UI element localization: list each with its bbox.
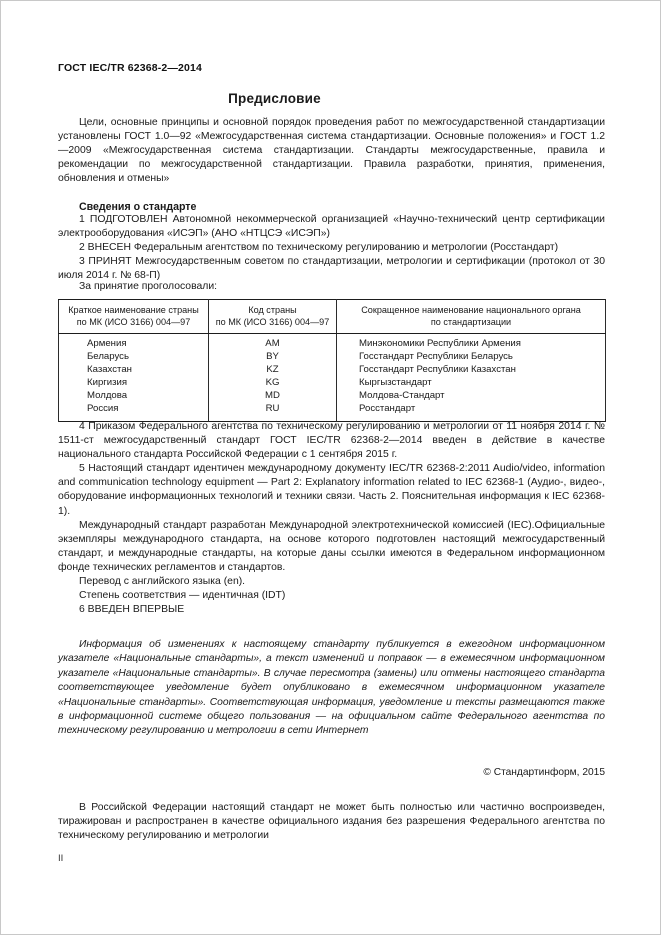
vote-intro-block	[58, 280, 605, 294]
intro-section	[58, 116, 605, 186]
vote-table	[58, 299, 606, 422]
clause-4: 4 Приказом Федерального агентства по техническому регулированию и метрологии от 11 ноября 2014 г. № 1511-ст межгосударственный стандарт ГОСТ IEC/TR 62368-2—2014 введен в действие в качестве национального стандарта Российской Федерации с 1 сентября 2015 г.	[58, 421, 605, 461]
copyright-line: © Стандартинформ, 2015	[483, 767, 605, 778]
standard-info-item-1: 1 ПОДГОТОВЛЕН Автономной некоммерческой организацией «Научно-технический центр сертификации электрооборудования «ИСЭП» (АНО «НТЦСЭ «ИСЭП»)	[58, 214, 605, 240]
amendment-notice-text: Информация об изменениях к настоящему стандарту публикуется в ежегодном информационном указателе «Национальные стандарты», а текст изменений и поправок — в ежемесячном информационном указателе «Национальные стандарты». В случае пересмотра (замены) или отмены настоящего стандарта соответствующее уведомление будет опубликовано в ежемесячном информационном указателе «Национальные стандарты». Соответствующая информация, уведомление и тексты размещаются также в информационной системе общего пользования — на официальном сайте Федерального агентства по техническому регулированию и метрологии в сети Интернет	[58, 639, 605, 737]
vote-table-header-row	[59, 300, 606, 334]
table-row	[59, 376, 606, 389]
cell-code: RU	[209, 402, 337, 422]
translation-note: Перевод с английского языка (en).	[79, 576, 246, 588]
clause-5: 5 Настоящий стандарт идентичен международному документу IEC/TR 62368-2:2011 Audio/video, information and communication technology equipment — Part 2: Explanatory information related to IEC 62368-1 (Аудио-, видео-, оборудование информационных технологий и техники связи. Часть 2. Пояснительная информация к IEC 62368-1).	[58, 463, 605, 517]
cell-body: Минэкономики Республики Армения	[337, 333, 606, 350]
vote-intro-text: За принятие проголосовали:	[79, 281, 218, 292]
cell-code: BY	[209, 350, 337, 363]
running-head: ГОСТ IEC/TR 62368-2—2014	[58, 62, 202, 74]
header-code-line1: Код страны	[248, 305, 297, 315]
vote-table-head	[59, 300, 606, 334]
reproduction-notice-text: В Российской Федерации настоящий стандарт не может быть полностью или частично воспроизведен, тиражирован и распространен в качестве официального издания без разрешения Федерального агентства по техническому регулированию и метрологии	[58, 802, 605, 842]
cell-code: KZ	[209, 363, 337, 376]
cell-country: Киргизия	[59, 376, 209, 389]
standard-info-item-2: 2 ВНЕСЕН Федеральным агентством по техническому регулированию и метрологии (Росстандарт)	[79, 242, 559, 254]
cell-body: Госстандарт Республики Казахстан	[337, 363, 606, 376]
after-table-section	[58, 420, 605, 617]
vote-table-body	[59, 333, 606, 422]
table-row	[59, 363, 606, 376]
cell-country: Россия	[59, 402, 209, 422]
cell-body: Молдова-Стандарт	[337, 389, 606, 402]
cell-country: Казахстан	[59, 363, 209, 376]
table-row	[59, 350, 606, 363]
header-body-line1: Сокращенное наименование национального органа	[361, 305, 581, 315]
cell-body: Кыргызстандарт	[337, 376, 606, 389]
cell-country: Беларусь	[59, 350, 209, 363]
page-number: II	[58, 853, 64, 864]
table-row	[59, 402, 606, 422]
table-row	[59, 333, 606, 350]
cell-body: Росстандарт	[337, 402, 606, 422]
standard-info-section	[58, 201, 605, 283]
header-code-line2: по МК (ИСО 3166) 004—97	[215, 317, 330, 328]
vote-table-header-body	[337, 300, 606, 334]
header-country-line2: по МК (ИСО 3166) 004—97	[76, 317, 191, 328]
table-row	[59, 389, 606, 402]
reproduction-notice-section	[58, 801, 605, 843]
header-country-line1: Краткое наименование страны	[68, 305, 199, 315]
vote-table-header-country	[59, 300, 209, 334]
intro-paragraph: Цели, основные принципы и основной порядок проведения работ по межгосударственной стандартизации установлены ГОСТ 1.0—92 «Межгосударственная система стандартизации. Основные положения» и ГОСТ 1.2—2009 «Межгосударственная система стандартизации. Стандарты межгосударственные, правила и рекомендации по межгосударственной стандартизации. Правила разработки, принятия, применения, обновления и отмены»	[58, 117, 605, 185]
international-standard-note: Международный стандарт разработан Международной электротехнической комиссией (IEC).Официальные экземпляры международного стандарта, на основе которого подготовлен настоящий межгосударственный стандарт, и международные стандарты, на которые даны ссылки имеются в Федеральном информационном фонде технических регламентов и стандартов.	[58, 519, 605, 573]
cell-code: KG	[209, 376, 337, 389]
cell-code: AM	[209, 333, 337, 350]
amendment-notice-section	[58, 638, 605, 739]
header-body-line2: по стандартизации	[430, 317, 512, 328]
cell-body: Госстандарт Республики Беларусь	[337, 350, 606, 363]
standard-info-item-3: 3 ПРИНЯТ Межгосударственным советом по стандартизации, метрологии и сертификации (протокол от 30 июля 2014 г. № 68-П)	[58, 256, 605, 282]
cell-code: MD	[209, 389, 337, 402]
cell-country: Армения	[59, 333, 209, 350]
clause-6: 6 ВВЕДЕН ВПЕРВЫЕ	[79, 604, 185, 616]
conformity-note: Степень соответствия — идентичная (IDT)	[79, 590, 286, 602]
vote-table-header-code	[209, 300, 337, 334]
standard-info-heading: Сведения о стандарте	[79, 201, 197, 213]
page-title: Предисловие	[228, 91, 321, 106]
cell-country: Молдова	[59, 389, 209, 402]
